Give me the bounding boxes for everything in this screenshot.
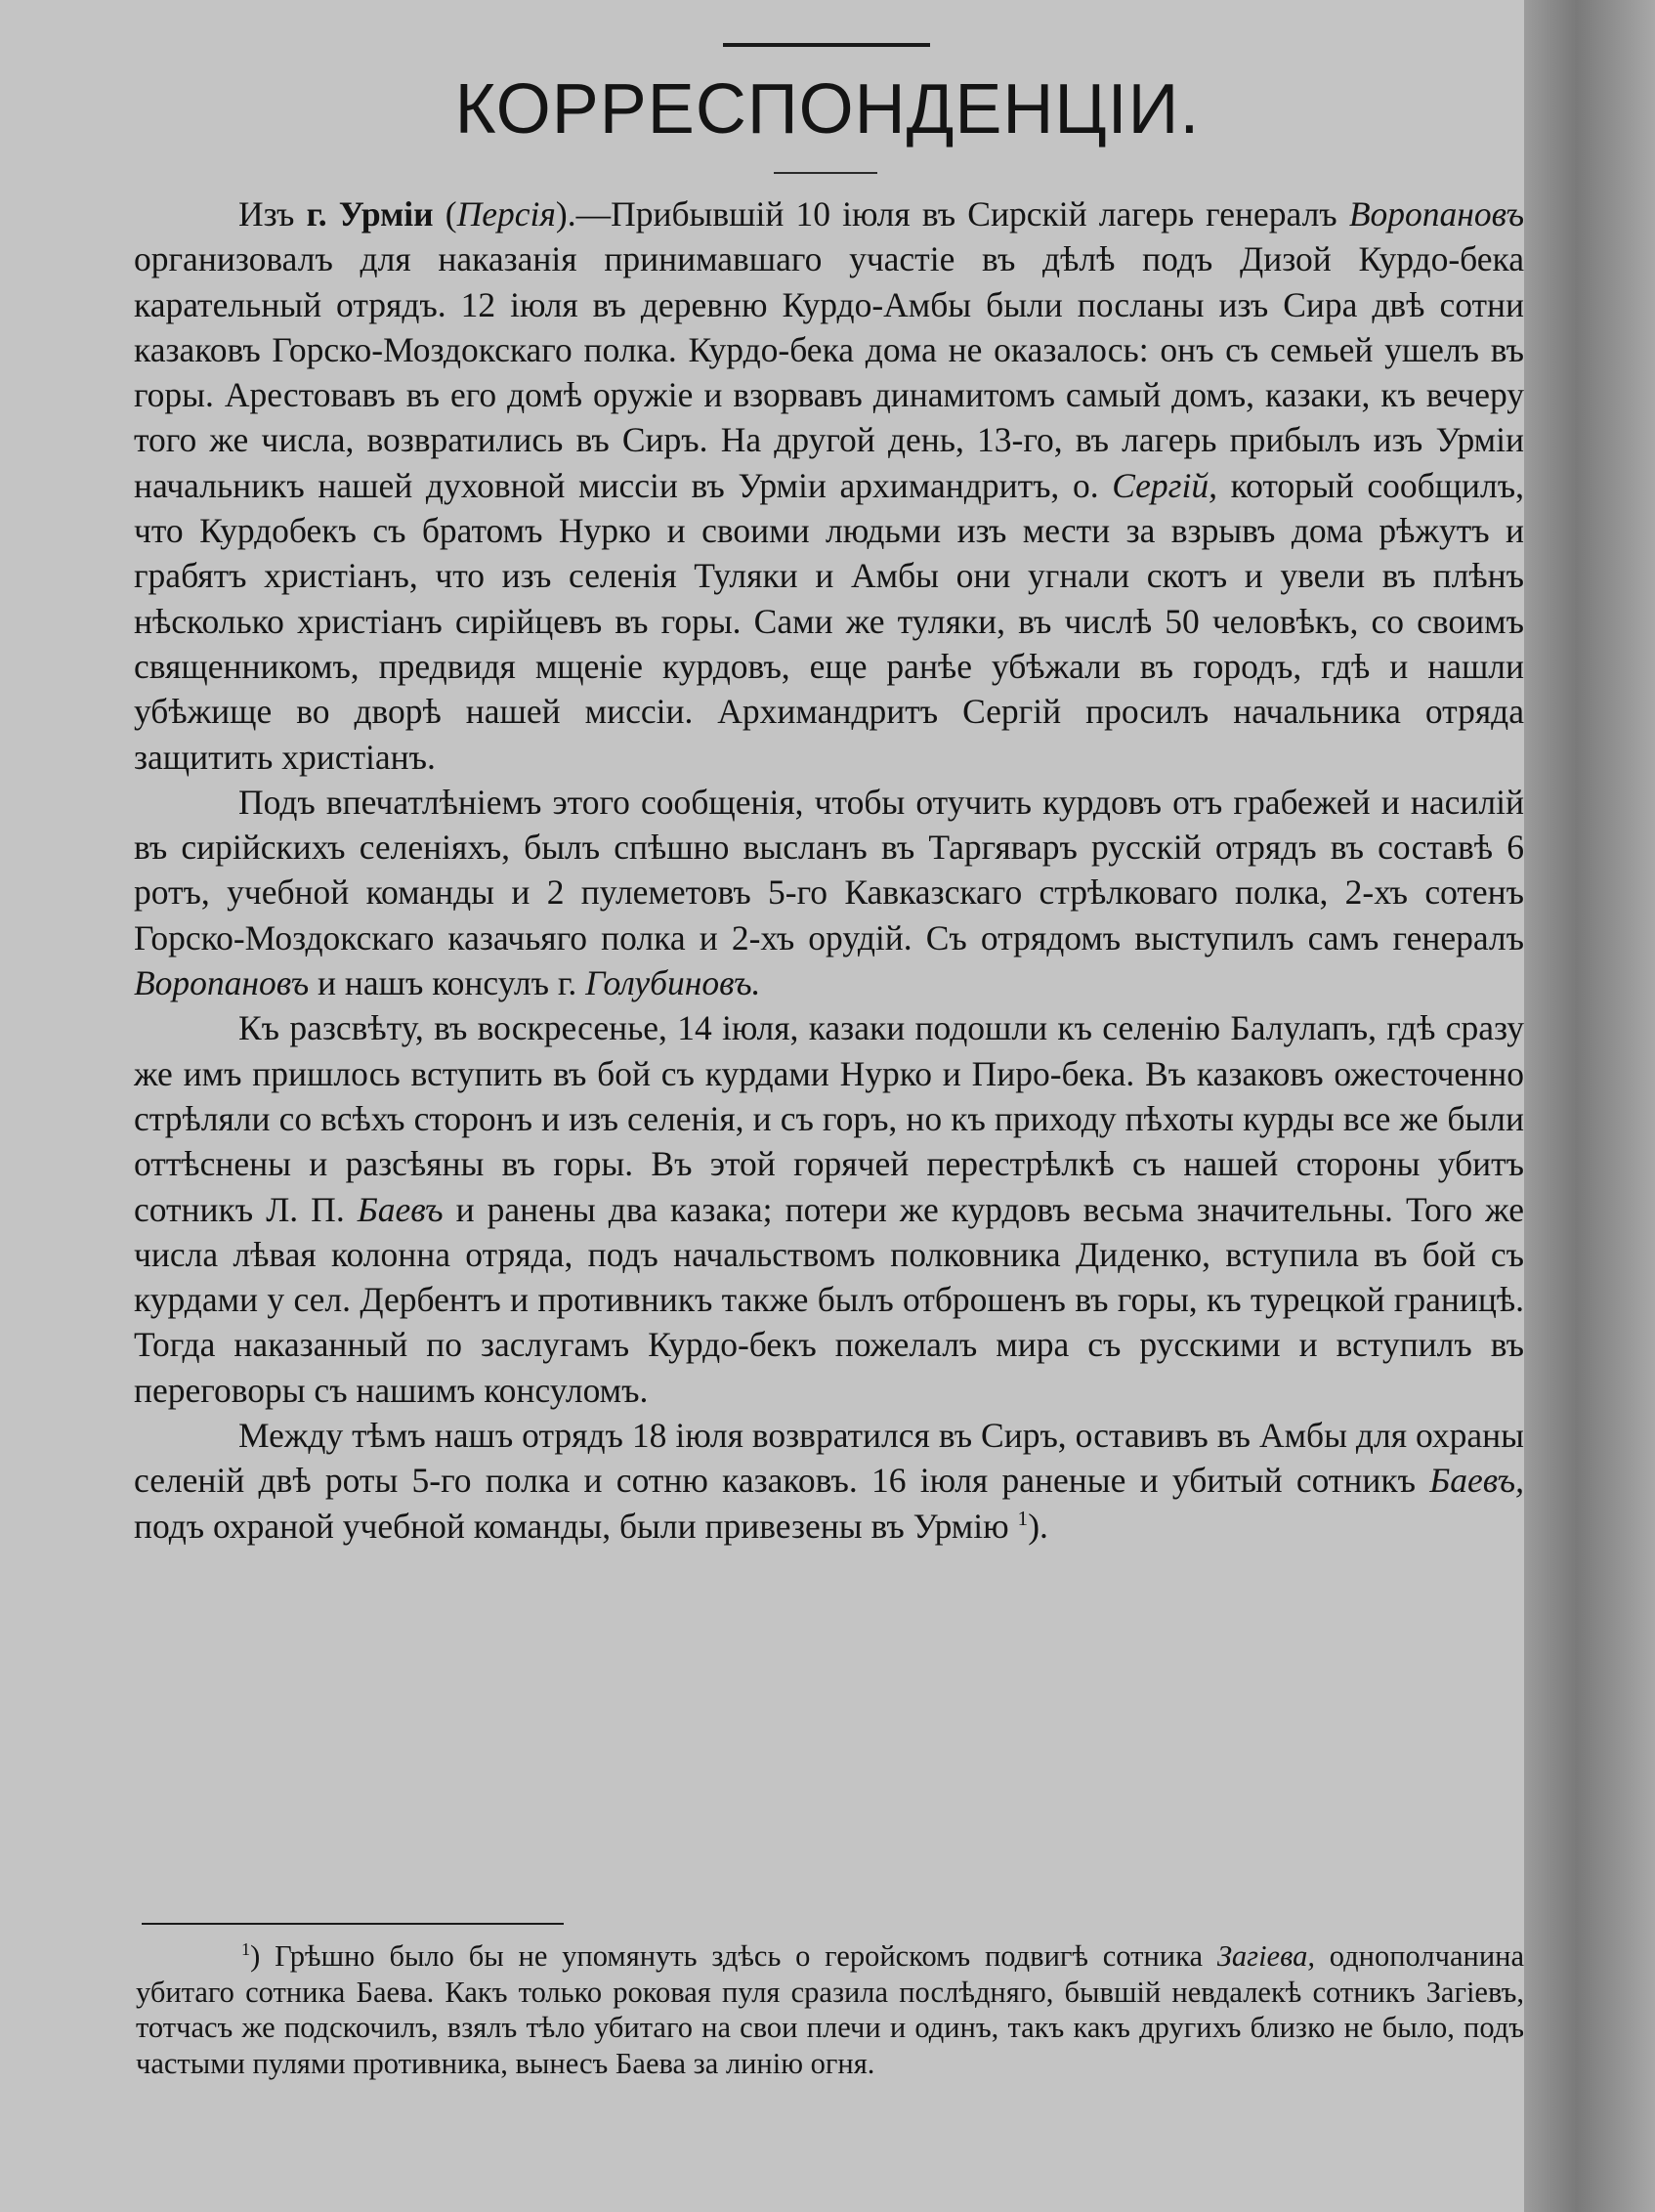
person-name: Баевъ,	[1429, 1461, 1524, 1501]
heading-divider	[774, 172, 877, 174]
place-name: г. Урміи	[306, 194, 434, 234]
person-name: Воропановъ	[134, 963, 310, 1003]
paragraph-2: Подъ впечатлѣніемъ этого сообщенія, чтобы отучить курдовъ отъ грабежей и насилій въ сирійскихъ селеніяхъ, былъ спѣшно высланъ въ Таргяваръ русскій отрядъ въ составѣ 6 ротъ, учебной команды и 2 пулеметовъ 5-го Кавказскаго стрѣлковаго полка, 2-хъ сотенъ Горско-Моздокскаго казачьяго полка и 2-хъ орудій. Съ отрядомъ выступилъ самъ генералъ Воропановъ и нашъ консулъ г. Голубиновъ.	[134, 782, 1524, 1003]
person-name: Баевъ	[357, 1189, 444, 1229]
person-name: Загіева,	[1216, 1939, 1315, 1973]
footnote	[136, 1938, 1524, 2081]
paragraph-4: Между тѣмъ нашъ отрядъ 18 іюля возвратился въ Сиръ, оставивъ въ Амбы для охраны селеній двѣ роты 5-го полка и сотню казаковъ. 16 іюля раненые и убитый сотникъ Баевъ, подъ охраной учебной команды, были привезены въ Урмію $^1$).	[134, 1416, 1524, 1546]
person-name: Воропановъ	[1348, 194, 1525, 234]
paragraph-1: Изъ г. Урміи (Персія).—Прибывшій 10 іюля въ Сирскій лагерь генералъ Воропановъ организовалъ для наказанія принимавшаго участіе въ дѣлѣ подъ Дизой Курдо-бека карательный отрядъ. 12 іюля въ деревню Курдо-Амбы были посланы изъ Сира двѣ сотни казаковъ Горско-Моздокскаго полка. Курдо-бека дома не оказалось: онъ съ семьей ушелъ въ горы. Арестовавъ въ его домѣ оружіе и взорвавъ динамитомъ самый домъ, казаки, къ вечеру того же числа, возвратились въ Сиръ. На другой день, 13-го, въ лагерь прибылъ изъ Урміи начальникъ нашей духовной миссіи въ Урміи архимандритъ, о. Сергій, который сообщилъ, что Курдобекъ съ братомъ Нурко и своими людьми изъ мести за взрывъ дома рѣжутъ и грабятъ христіанъ, что изъ селенія Туляки и Амбы они угнали скотъ и увели въ плѣнъ нѣсколько христіанъ сирійцевъ въ горы. Сами же туляки, въ числѣ 50 человѣкъ, со своимъ священникомъ, предвидя мщеніе курдовъ, еще ранѣе убѣжали въ городъ, гдѣ и нашли убѣжище во дворѣ нашей миссіи. Архимандритъ Сергій просилъ начальника отряда защитить христіанъ.	[134, 194, 1525, 777]
country-name: Персія	[456, 194, 556, 234]
page-binding-edge	[1524, 0, 1655, 2212]
lead-word: Изъ	[238, 194, 295, 234]
top-divider	[723, 43, 930, 47]
section-heading: КОРРЕСПОНДЕНЦІИ.	[454, 70, 1201, 149]
article-body	[134, 191, 1524, 1549]
section-heading-wrap	[0, 70, 1655, 149]
footnote-divider	[142, 1923, 564, 1925]
person-name: Сергій,	[1112, 465, 1217, 505]
footnote-reference[interactable]: 1	[1017, 1506, 1029, 1530]
footnote-mark: 1	[241, 1938, 251, 1959]
footnote-text: $^1$) Грѣшно было бы не упомянуть здѣсь о геройскомъ подвигѣ сотника Загіева, однополчанина убитаго сотника Баева. Какъ только роковая пуля сразила послѣдняго, бывшій невдалекѣ сотникъ Загіевъ, тотчасъ же подскочилъ, взялъ тѣло убитаго на свои плечи и одинъ, такъ какъ другихъ близко не было, подъ частыми пулями противника, вынесъ Баева за линію огня.	[136, 1938, 1525, 2080]
person-name: Голубиновъ.	[585, 963, 761, 1003]
paragraph-3: Къ разсвѣту, въ воскресенье, 14 іюля, казаки подошли къ селенію Балулапъ, гдѣ сразу же имъ пришлось вступить въ бой съ курдами Нурко и Пиро-бека. Въ казаковъ ожесточенно стрѣляли со всѣхъ сторонъ и изъ селенія, и съ горъ, но къ приходу пѣхоты курды все же были оттѣснены и разсѣяны въ горы. Въ этой горячей перестрѣлкѣ съ нашей стороны убитъ сотникъ Л. П. Баевъ и ранены два казака; потери же курдовъ весьма значительны. Того же числа лѣвая колонна отряда, подъ начальствомъ полковника Диденко, вступила въ бой съ курдами у сел. Дербентъ и противникъ также былъ отброшенъ въ горы, къ турецкой границѣ. Тогда наказанный по заслугамъ Курдо-бекъ пожелалъ мира съ русскими и вступилъ въ переговоры съ нашимъ консуломъ.	[134, 1008, 1524, 1410]
